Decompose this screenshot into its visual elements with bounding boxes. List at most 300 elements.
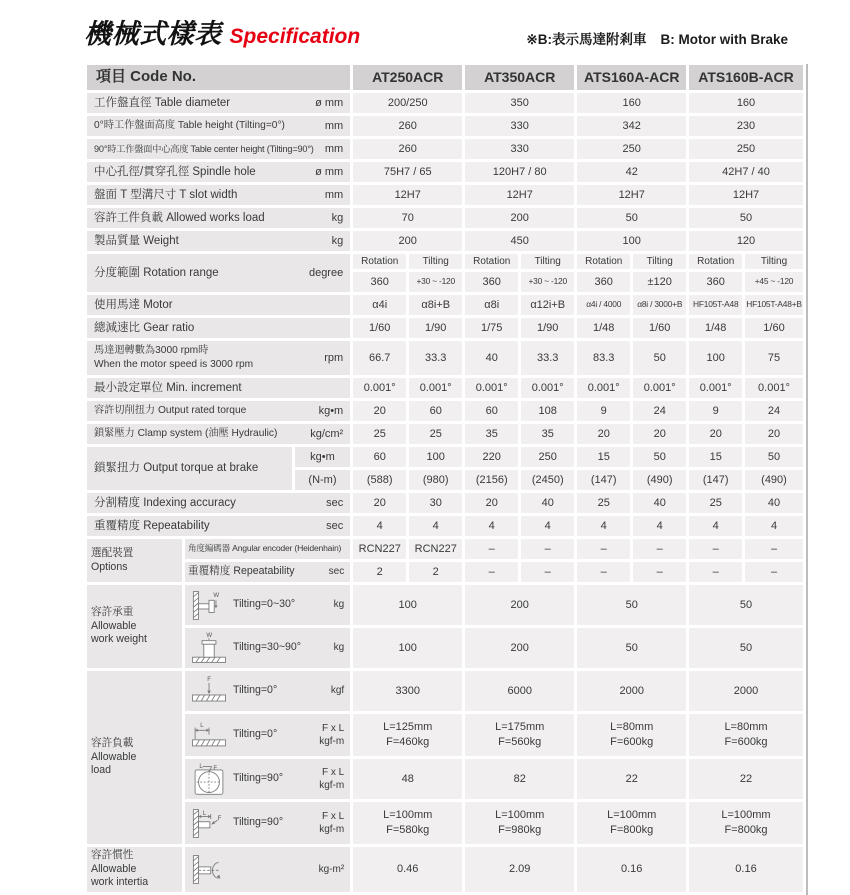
spec-value: 42 (577, 162, 686, 182)
spec-value: 200 (465, 208, 574, 228)
spec-value: 50 (689, 208, 803, 228)
spec-value: 6000 (465, 671, 574, 711)
row-label: 重覆精度 Repeatability (94, 519, 210, 532)
unit-label: mm (324, 119, 344, 132)
svg-text:F: F (213, 765, 218, 772)
spec-value: (147) (577, 470, 630, 490)
spec-value: 4 (521, 516, 574, 536)
spec-row-label (87, 162, 350, 182)
table-row (87, 847, 803, 892)
spec-value: 15 (689, 447, 742, 467)
unit-label: ø mm (315, 165, 344, 178)
spec-row-label (87, 378, 350, 398)
spec-value: 33.3 (409, 341, 462, 375)
spec-value: 4 (689, 516, 742, 536)
sub-column-header: Tilting (409, 254, 462, 269)
table-row (87, 93, 803, 113)
spec-value: 66.7 (353, 341, 406, 375)
svg-text:W: W (206, 632, 213, 639)
spec-value: HF105T-A48 (689, 295, 742, 315)
spec-table-body (87, 65, 803, 892)
spec-value: 360 (689, 272, 742, 292)
spec-value: 20 (577, 424, 630, 444)
spec-value: – (577, 539, 630, 559)
spec-value: 0.001° (353, 378, 406, 398)
sub-column-header: Tilting (633, 254, 686, 269)
table-row (87, 714, 803, 756)
spec-value: 0.001° (689, 378, 742, 398)
spec-value: 330 (465, 139, 574, 159)
spec-value: 360 (577, 272, 630, 292)
row-label: 盤面 T 型溝尺寸 T slot width (94, 188, 238, 201)
unit-label: kg (331, 211, 344, 224)
spec-value: 0.001° (745, 378, 803, 398)
unit-label: sec (328, 566, 345, 578)
spec-value: (147) (689, 470, 742, 490)
row-label: 0°時工作盤面高度 Table height (Tilting=0°) (94, 120, 285, 132)
spec-value: RCN227 (353, 539, 406, 559)
spec-value: – (521, 539, 574, 559)
row-label: 分割精度 Indexing accuracy (94, 496, 236, 509)
spec-value: L=100mm F=800kg (577, 802, 686, 844)
unit-label: rpm (324, 351, 344, 364)
spec-value: 40 (745, 493, 803, 513)
product-header: ATS160B-ACR (689, 65, 803, 90)
spec-row-label (87, 254, 350, 292)
tilting-label: Tilting=0° (233, 728, 278, 741)
spec-value: L=125mm F=460kg (353, 714, 462, 756)
spec-value: 2.09 (465, 847, 574, 892)
spec-value: 200 (353, 231, 462, 251)
row-label: 容許工件負載 Allowed works load (94, 211, 265, 224)
spec-value: 50 (633, 447, 686, 467)
spec-value: 4 (633, 516, 686, 536)
spec-value: 2 (353, 562, 406, 582)
unit-label: (N-m) (295, 470, 351, 490)
row-label: 分度範圍 Rotation range (94, 266, 219, 279)
spec-row-label (87, 318, 350, 338)
spec-value: 20 (633, 424, 686, 444)
spec-value: 60 (353, 447, 406, 467)
spec-value: (980) (409, 470, 462, 490)
tilting-label: Tilting=90° (233, 816, 284, 829)
spec-value: α12i+B (521, 295, 574, 315)
spec-value: 22 (577, 759, 686, 799)
spec-value: RCN227 (409, 539, 462, 559)
spec-value: 2000 (577, 671, 686, 711)
spec-value: 4 (353, 516, 406, 536)
svg-text:F: F (207, 676, 211, 683)
spec-value: 50 (689, 585, 803, 625)
spec-value: ±120 (633, 272, 686, 292)
spec-value: 2 (409, 562, 462, 582)
spec-value: 20 (465, 493, 518, 513)
product-header: ATS160A-ACR (577, 65, 686, 90)
tilting-label: Tilting=30~90° (233, 641, 302, 654)
spec-value: 0.46 (353, 847, 462, 892)
spec-value: 50 (689, 628, 803, 668)
sub-row-label (185, 671, 350, 711)
tilt-0-force-icon (188, 675, 230, 708)
spec-value: – (465, 562, 518, 582)
spec-value: – (745, 562, 803, 582)
spec-value: 108 (521, 401, 574, 421)
spec-value: 20 (689, 424, 742, 444)
tilting-label: Tilting=0~30° (233, 598, 296, 611)
table-row (87, 424, 803, 444)
spec-value: α8i+B (409, 295, 462, 315)
spec-value: 25 (577, 493, 630, 513)
table-row (87, 802, 803, 844)
unit-label: degree (308, 266, 344, 279)
spec-value: 83.3 (577, 341, 630, 375)
sub-column-header: Rotation (577, 254, 630, 269)
sub-row-label (185, 539, 350, 559)
spec-value: 1/90 (521, 318, 574, 338)
spec-value: 0.001° (521, 378, 574, 398)
spec-table (84, 62, 806, 895)
svg-text:L: L (200, 722, 204, 729)
spec-value: – (465, 539, 518, 559)
spec-row-label (87, 493, 350, 513)
row-label: 馬達迴轉數為3000 rpm時 When the motor speed is 3000 rpm (94, 345, 254, 370)
spec-row-label (87, 139, 350, 159)
spec-value: L=175mm F=560kg (465, 714, 574, 756)
table-row (87, 185, 803, 205)
spec-row-label (87, 93, 350, 113)
spec-value: 1/90 (409, 318, 462, 338)
table-row (87, 447, 803, 467)
spec-value: 0.16 (577, 847, 686, 892)
unit-label: ø mm (315, 96, 344, 109)
brake-note-en: B: Motor with Brake (660, 32, 788, 47)
spec-value: – (689, 562, 742, 582)
table-row (87, 585, 803, 625)
spec-value: – (577, 562, 630, 582)
row-label: 中心孔徑/貫穿孔徑 Spindle hole (94, 165, 256, 178)
spec-value: 260 (353, 116, 462, 136)
spec-value: – (521, 562, 574, 582)
tilt-0-30-weight-icon (188, 589, 230, 622)
table-row (87, 539, 803, 559)
product-header: AT250ACR (353, 65, 462, 90)
spec-value: 100 (689, 341, 742, 375)
tilt-90-faceplate-icon (188, 763, 230, 796)
spec-value: 82 (465, 759, 574, 799)
spec-value: 22 (689, 759, 803, 799)
spec-value: 4 (745, 516, 803, 536)
spec-value: 35 (465, 424, 518, 444)
row-label: 最小設定單位 Min. increment (94, 381, 242, 394)
spec-row-label: 鎖緊扭力 Output torque at brake (87, 447, 292, 490)
spec-value: – (633, 539, 686, 559)
table-row (87, 562, 803, 582)
spec-row-label (87, 401, 350, 421)
spec-value: 40 (521, 493, 574, 513)
svg-text:L: L (202, 810, 207, 817)
spec-value: 250 (689, 139, 803, 159)
spec-row-label (87, 424, 350, 444)
spec-value: 40 (633, 493, 686, 513)
spec-row-label (87, 116, 350, 136)
spec-value: 360 (465, 272, 518, 292)
table-row (87, 378, 803, 398)
row-label: 90°時工作盤面中心高度 Table center height (Tilting=90°) (94, 143, 314, 154)
tilting-label: Tilting=90° (233, 772, 284, 785)
tilt-90-side-icon (188, 807, 230, 840)
sub-column-header: Rotation (689, 254, 742, 269)
spec-value: 20 (745, 424, 803, 444)
spec-value: 50 (577, 628, 686, 668)
spec-value: 42H7 / 40 (689, 162, 803, 182)
spec-value: 9 (689, 401, 742, 421)
sub-row-label (185, 802, 350, 844)
spec-value: 2000 (689, 671, 803, 711)
spec-row-label (87, 295, 350, 315)
spec-value: 75H7 / 65 (353, 162, 462, 182)
spec-value: L=100mm F=980kg (465, 802, 574, 844)
unit-label: kg (333, 642, 345, 654)
table-row (87, 208, 803, 228)
spec-value: 250 (577, 139, 686, 159)
spec-value: 120H7 / 80 (465, 162, 574, 182)
spec-value: 1/48 (577, 318, 630, 338)
spec-value: 360 (353, 272, 406, 292)
spec-value: 20 (353, 493, 406, 513)
page-title (84, 12, 360, 51)
tilt-30-90-weight-icon (188, 632, 230, 665)
spec-value: α4i / 4000 (577, 295, 630, 315)
row-label: 容許切削扭力 Output rated torque (94, 405, 247, 417)
svg-text:L: L (199, 763, 203, 770)
spec-value: α8i / 3000+B (633, 295, 686, 315)
unit-label: kg-m² (318, 863, 345, 875)
table-row (87, 759, 803, 799)
spec-value: L=100mm F=800kg (689, 802, 803, 844)
unit-label: kg•m (295, 447, 351, 467)
unit-label: F x L kgf-m (319, 810, 345, 835)
spec-value: 342 (577, 116, 686, 136)
spec-value: 120 (689, 231, 803, 251)
spec-value: 100 (353, 628, 462, 668)
spec-value: – (745, 539, 803, 559)
row-label: 工作盤直徑 Table diameter (94, 96, 231, 109)
spec-value: 0.16 (689, 847, 803, 892)
spec-value: 50 (745, 447, 803, 467)
table-row (87, 231, 803, 251)
table-row (87, 65, 803, 90)
spec-value: 4 (409, 516, 462, 536)
spec-value: 100 (577, 231, 686, 251)
sub-row-label (185, 562, 350, 582)
tilt-0-fxl-icon (188, 719, 230, 752)
spec-value: 60 (409, 401, 462, 421)
table-row (87, 318, 803, 338)
spec-value: 0.001° (409, 378, 462, 398)
table-row (87, 628, 803, 668)
brake-note-zh: ※B:表示馬達附剎車 (526, 32, 647, 47)
spec-value: – (633, 562, 686, 582)
spec-value: 450 (465, 231, 574, 251)
spec-value: 12H7 (577, 185, 686, 205)
spec-value: 0.001° (577, 378, 630, 398)
spec-value: 40 (465, 341, 518, 375)
spec-value: 60 (465, 401, 518, 421)
spec-value: (2156) (465, 470, 518, 490)
spec-value: – (689, 539, 742, 559)
row-label: 使用馬達 Motor (94, 298, 173, 311)
inertia-icon (188, 853, 230, 886)
sub-column-header: Tilting (745, 254, 803, 269)
unit-label: kg (331, 234, 344, 247)
tilting-label: 角度編碼器 Angular encoder (Heidenhain) (188, 543, 342, 554)
row-label: 製品質量 Weight (94, 234, 179, 247)
table-row (87, 341, 803, 375)
unit-label: F x L kgf-m (319, 722, 345, 747)
spec-value: 200 (465, 628, 574, 668)
spec-value: 12H7 (465, 185, 574, 205)
spec-value: 9 (577, 401, 630, 421)
spec-row-label (87, 208, 350, 228)
sub-row-label (185, 847, 350, 892)
sub-row-label (185, 585, 350, 625)
spec-value: 4 (465, 516, 518, 536)
unit-label: kg/cm² (310, 427, 344, 440)
unit-label: kgf (330, 685, 345, 697)
spec-value: 25 (689, 493, 742, 513)
spec-value: 4 (577, 516, 630, 536)
spec-value: +30 ~ -120 (409, 272, 462, 292)
spec-value: 50 (633, 341, 686, 375)
spec-value: 48 (353, 759, 462, 799)
spec-value: 250 (521, 447, 574, 467)
spec-row-label (87, 341, 350, 375)
unit-label: mm (324, 188, 344, 201)
tilting-label: 重覆精度 Repeatability (188, 565, 295, 578)
table-row (87, 671, 803, 711)
unit-label: F x L kgf-m (319, 766, 345, 791)
spec-value: (2450) (521, 470, 574, 490)
page-title-en: Specification (229, 25, 361, 48)
table-row (87, 254, 803, 269)
spec-value: 35 (521, 424, 574, 444)
spec-value: 12H7 (689, 185, 803, 205)
spec-value: 70 (353, 208, 462, 228)
spec-value: +45 ~ -120 (745, 272, 803, 292)
tilting-label: Tilting=0° (233, 684, 278, 697)
unit-label: sec (326, 519, 344, 532)
spec-value: 24 (633, 401, 686, 421)
section-title: 容許承重 Allowable work weight (87, 585, 182, 668)
table-row (87, 401, 803, 421)
table-row (87, 516, 803, 536)
table-row (87, 139, 803, 159)
section-title: 容許負載 Allowable load (87, 671, 182, 844)
spec-value: 50 (577, 585, 686, 625)
spec-value: 1/60 (353, 318, 406, 338)
spec-value: L=80mm F=600kg (689, 714, 803, 756)
sub-row-label (185, 714, 350, 756)
spec-value: α8i (465, 295, 518, 315)
spec-value: 30 (409, 493, 462, 513)
unit-label: sec (326, 496, 344, 509)
spec-value: 3300 (353, 671, 462, 711)
column-header-item: 項目 Code No. (87, 65, 350, 90)
spec-value: 75 (745, 341, 803, 375)
spec-value: 1/75 (465, 318, 518, 338)
spec-value: 260 (353, 139, 462, 159)
spec-value: +30 ~ -120 (521, 272, 574, 292)
unit-label: mm (324, 142, 344, 155)
table-row (87, 493, 803, 513)
page-header (84, 12, 788, 51)
spec-row-label (87, 185, 350, 205)
spec-value: (490) (745, 470, 803, 490)
svg-text:W: W (213, 592, 220, 599)
section-title: 選配裝置 Options (87, 539, 182, 582)
spec-value: 200 (465, 585, 574, 625)
spec-value: 200/250 (353, 93, 462, 113)
spec-value: 230 (689, 116, 803, 136)
svg-text:F: F (217, 815, 222, 822)
spec-value: 100 (409, 447, 462, 467)
spec-value: 25 (409, 424, 462, 444)
spec-row-label (87, 231, 350, 251)
unit-label: kg•m (318, 404, 344, 417)
spec-value: 33.3 (521, 341, 574, 375)
spec-value: 1/60 (745, 318, 803, 338)
spec-value: 160 (577, 93, 686, 113)
spec-value: 0.001° (633, 378, 686, 398)
spec-value: 24 (745, 401, 803, 421)
sub-row-label (185, 759, 350, 799)
table-row (87, 162, 803, 182)
spec-value: 160 (689, 93, 803, 113)
spec-value: (490) (633, 470, 686, 490)
unit-label: kg (333, 599, 345, 611)
spec-row-label (87, 516, 350, 536)
brake-note (526, 28, 788, 51)
sub-column-header: Rotation (465, 254, 518, 269)
spec-value: HF105T-A48+B (745, 295, 803, 315)
row-label: 鎖緊壓力 Clamp system (油壓 Hydraulic) (94, 428, 278, 440)
spec-value: 12H7 (353, 185, 462, 205)
sub-column-header: Tilting (521, 254, 574, 269)
spec-value: 220 (465, 447, 518, 467)
spec-value: 100 (353, 585, 462, 625)
spec-value: α4i (353, 295, 406, 315)
spec-value: 1/60 (633, 318, 686, 338)
sub-row-label (185, 628, 350, 668)
page-title-zh: 機械式樣表 (84, 19, 222, 49)
spec-value: 20 (353, 401, 406, 421)
spec-value: L=100mm F=580kg (353, 802, 462, 844)
spec-value: 350 (465, 93, 574, 113)
table-row (87, 295, 803, 315)
sub-column-header: Rotation (353, 254, 406, 269)
spec-value: 50 (577, 208, 686, 228)
table-row (87, 116, 803, 136)
spec-value: 0.001° (465, 378, 518, 398)
spec-value: (588) (353, 470, 406, 490)
spec-value: 25 (353, 424, 406, 444)
section-title: 容許慣性 Allowable work intertia (87, 847, 182, 892)
spec-value: 1/48 (689, 318, 742, 338)
spec-value: 15 (577, 447, 630, 467)
product-header: AT350ACR (465, 65, 574, 90)
spec-value: L=80mm F=600kg (577, 714, 686, 756)
row-label: 總減速比 Gear ratio (94, 321, 195, 334)
